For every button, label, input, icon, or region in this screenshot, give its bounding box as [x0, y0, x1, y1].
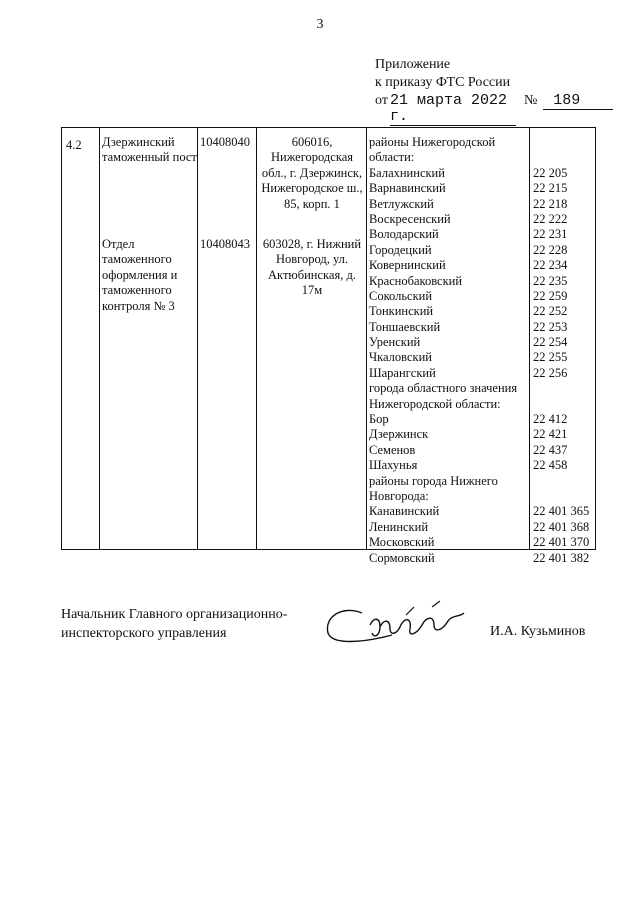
- region-name: районы Нижегородской: [369, 135, 496, 149]
- region-name: Новгорода:: [369, 488, 429, 503]
- annex-number: 189: [543, 93, 613, 110]
- region-code: 22 228: [533, 242, 568, 257]
- region-name: Нижегородской области:: [369, 396, 501, 411]
- handwritten-signature: [322, 595, 482, 655]
- region-code: 22 253: [533, 319, 568, 334]
- region-code: 22 218: [533, 196, 568, 211]
- signer-title-line: инспекторского управления: [61, 626, 227, 641]
- column-divider: [366, 128, 367, 549]
- region-code: [533, 489, 595, 504]
- region-name: Чкаловский: [369, 350, 432, 365]
- region-name: города областного значения: [369, 381, 518, 396]
- region-name: Краснобаковский: [369, 273, 463, 288]
- region-name: Ковернинский: [369, 258, 446, 273]
- region-name: Московский: [369, 535, 435, 550]
- region-code: [533, 474, 595, 489]
- office-code: 10408043: [200, 237, 250, 251]
- region-code: [533, 397, 595, 412]
- annex-date-row: [375, 92, 613, 126]
- annex-ot-label: от: [375, 93, 388, 108]
- region-code: 22 412: [533, 412, 568, 427]
- annex-date: 21 марта 2022 г.: [390, 93, 516, 126]
- region-name: Тоншаевский: [369, 319, 441, 334]
- region-code: 22 401 382: [533, 550, 590, 565]
- customs-table: [61, 127, 596, 565]
- region-name: Шарангский: [369, 365, 436, 380]
- region-name: Канавинский: [369, 504, 440, 519]
- page-number: 3: [316, 17, 324, 32]
- region-names: [369, 135, 529, 566]
- region-name: Ленинский: [369, 519, 429, 534]
- office-address: 603028, г. Нижний Новгород, ул. Актюбинская, д. 17м: [262, 237, 362, 298]
- region-name: Уренский: [369, 335, 421, 350]
- column-divider: [197, 128, 198, 549]
- region-code: 22 255: [533, 350, 568, 365]
- column-divider: [529, 128, 530, 549]
- region-code: [533, 381, 595, 396]
- annex-title: Приложение: [375, 57, 451, 72]
- region-code: 22 401 368: [533, 519, 590, 534]
- region-name: районы города Нижнего: [369, 473, 498, 488]
- region-name: Дзержинск: [369, 427, 429, 442]
- region-code: 22 421: [533, 427, 568, 442]
- region-code: 22 458: [533, 458, 568, 473]
- region-codes: [533, 135, 595, 566]
- region-name: Воскресенский: [369, 211, 451, 226]
- region-code: 22 437: [533, 442, 568, 457]
- office-address: 606016, Нижегородская обл., г. Дзержинск, Нижегородское ш., 85, корп. 1: [261, 135, 363, 211]
- region-code: 22 401 365: [533, 504, 590, 519]
- region-name: Бор: [369, 412, 389, 427]
- region-code: 22 235: [533, 273, 568, 288]
- region-name: Тонкинский: [369, 304, 434, 319]
- region-name: Балахнинский: [369, 165, 445, 180]
- region-name: Ветлужский: [369, 196, 434, 211]
- signer-title-line: Начальник Главного организационно-: [61, 607, 288, 622]
- office-code: 10408040: [200, 135, 250, 149]
- region-code: 22 252: [533, 304, 568, 319]
- region-name: Городецкий: [369, 242, 432, 257]
- region-code: [533, 150, 595, 165]
- region-code: 22 401 370: [533, 535, 590, 550]
- region-name: области:: [369, 150, 415, 165]
- signer-title: [61, 605, 287, 643]
- row-number: 4.2: [66, 138, 82, 152]
- region-code: 22 231: [533, 227, 568, 242]
- region-code: [533, 135, 595, 150]
- region-name: Сокольский: [369, 288, 433, 303]
- office-name: Отдел таможенного оформления и таможенного контроля № 3: [102, 237, 178, 313]
- column-divider: [99, 128, 100, 549]
- region-name: Варнавинский: [369, 181, 446, 196]
- region-code: 22 234: [533, 258, 568, 273]
- annex-header: [375, 56, 613, 126]
- region-code: 22 222: [533, 211, 568, 226]
- region-code: 22 215: [533, 181, 568, 196]
- region-name: Сормовский: [369, 550, 435, 565]
- column-divider: [256, 128, 257, 549]
- region-code: 22 259: [533, 288, 568, 303]
- annex-order-ref: к приказу ФТС России: [375, 75, 511, 90]
- region-name: Шахунья: [369, 458, 418, 473]
- region-name: Володарский: [369, 227, 439, 242]
- region-code: 22 205: [533, 165, 568, 180]
- office-name: Дзержинский таможенный пост: [102, 135, 197, 165]
- annex-number-label: №: [523, 93, 538, 108]
- region-code: 22 256: [533, 365, 568, 380]
- region-name: Семенов: [369, 442, 416, 457]
- signer-name: И.А. Кузьминов: [490, 624, 586, 639]
- region-code: 22 254: [533, 335, 568, 350]
